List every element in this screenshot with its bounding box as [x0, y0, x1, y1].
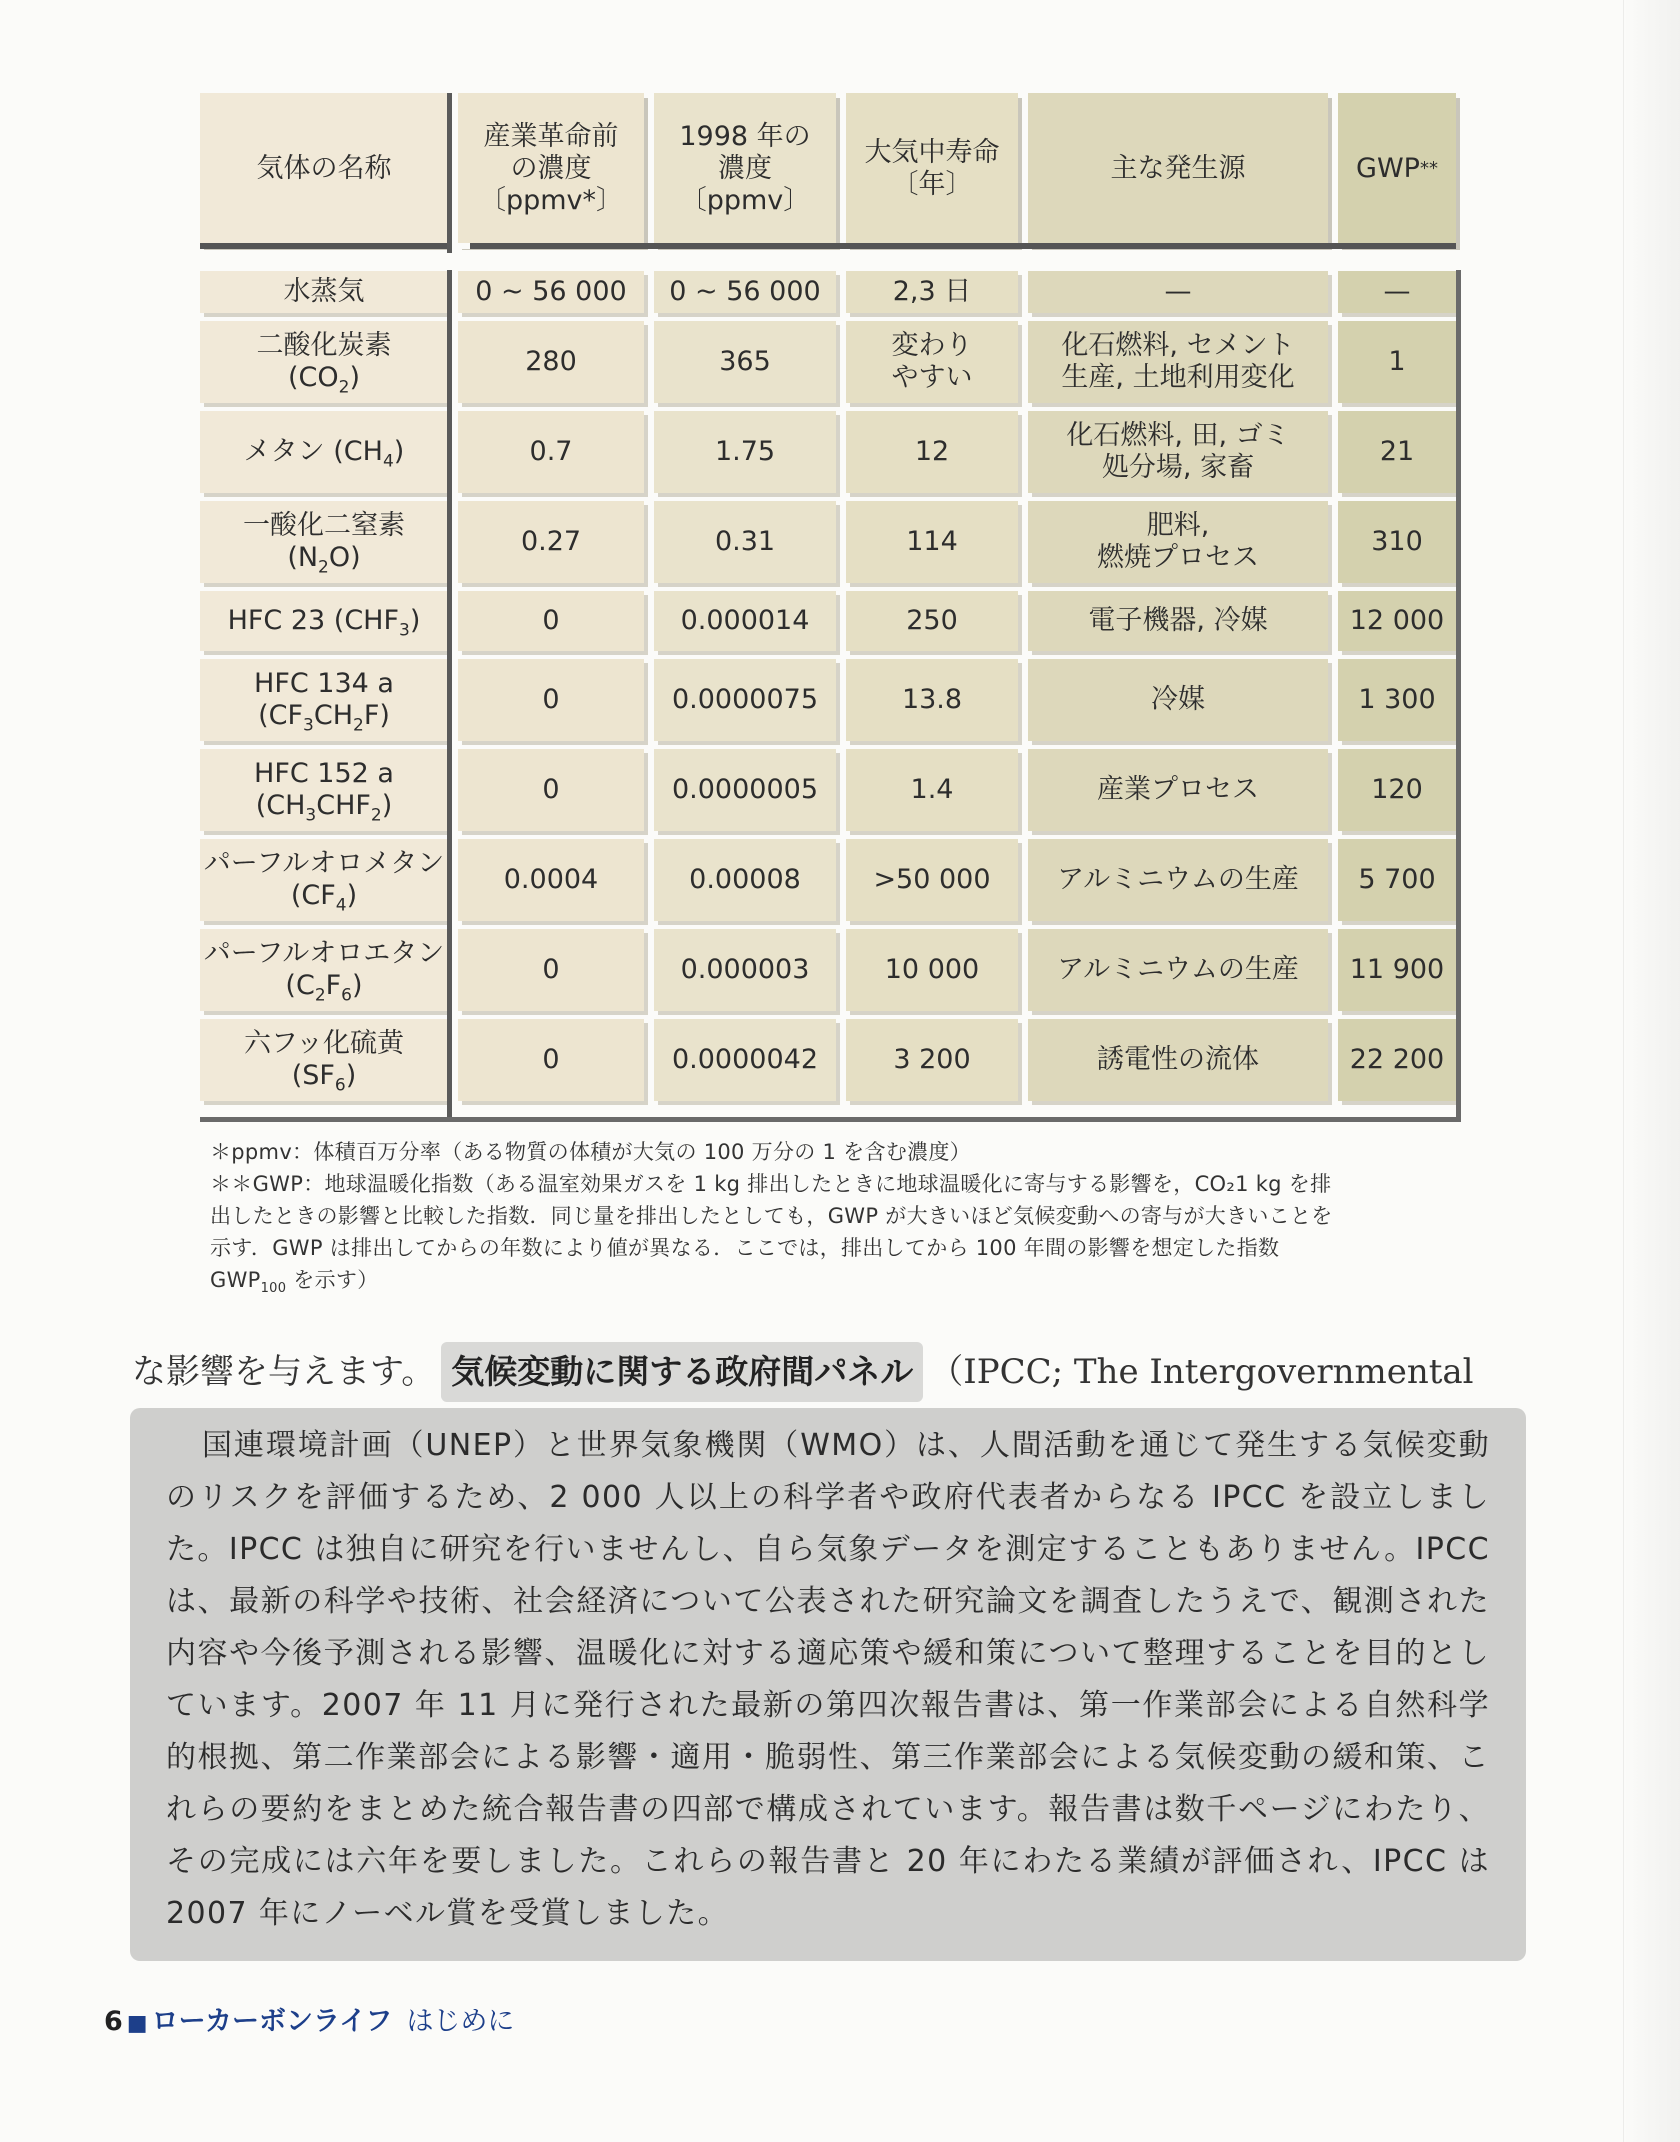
header-column-rule — [447, 93, 452, 253]
pre-industrial-cell: 0.0004 — [458, 839, 644, 921]
main-source-cell: アルミニウムの生産 — [1028, 929, 1328, 1011]
header-gwp: GWP ** — [1338, 93, 1456, 245]
pre-industrial-cell: 0 ~ 56 000 — [458, 271, 644, 313]
main-source-cell: 電子機器, 冷媒 — [1028, 591, 1328, 651]
main-source-cell: — — [1028, 271, 1328, 313]
gas-name-cell: 六フッ化硫黄 $(SF_6)$ — [200, 1019, 448, 1101]
lifetime-cell: >50 000 — [846, 839, 1018, 921]
concentration-1998-cell: 0.0000075 — [654, 659, 836, 741]
chapter-title: はじめに — [406, 2006, 515, 2037]
lifetime-cell: 12 — [846, 411, 1018, 493]
body-lead-line — [132, 1342, 1532, 1402]
pre-industrial-cell: 0 — [458, 929, 644, 1011]
concentration-1998-cell: 0.0000005 — [654, 749, 836, 831]
header-rule — [200, 243, 1456, 249]
gwp-cell: 310 — [1338, 501, 1456, 583]
header-pre-industrial: 産業革命前 の濃度 〔ppmv*〕 — [458, 93, 644, 245]
table-right-shadow — [1456, 270, 1461, 1122]
footnote-gwp-line-4: $GWP_{100}$ を示す） — [210, 1268, 379, 1297]
ipcc-info-box — [130, 1408, 1526, 1961]
lifetime-cell: 1.4 — [846, 749, 1018, 831]
header-1998-concentration: 1998 年の 濃度 〔ppmv〕 — [654, 93, 836, 245]
highlighted-term: 気候変動に関する政府間パネル — [441, 1342, 923, 1402]
header-gas-name: 気体の名称 — [200, 93, 448, 245]
gas-name-cell: メタン $(CH_4)$ — [200, 411, 448, 493]
page-number: 6 — [104, 2006, 123, 2037]
lead-text-after: （IPCC; The Intergovernmental — [929, 1352, 1474, 1392]
lifetime-cell: 10 000 — [846, 929, 1018, 1011]
header-main-source: 主な発生源 — [1028, 93, 1328, 245]
gwp-cell: 12 000 — [1338, 591, 1456, 651]
main-source-cell: 肥料, 燃焼プロセス — [1028, 501, 1328, 583]
pre-industrial-cell: 0.27 — [458, 501, 644, 583]
table-bottom-shadow — [200, 1117, 1461, 1122]
lifetime-cell: 2,3 日 — [846, 271, 1018, 313]
pre-industrial-cell: 0 — [458, 749, 644, 831]
concentration-1998-cell: 0.31 — [654, 501, 836, 583]
book-title: ローカーボンライフ — [151, 2006, 393, 2037]
pre-industrial-cell: 0 — [458, 591, 644, 651]
concentration-1998-cell: 0.0000042 — [654, 1019, 836, 1101]
footnote-gwp-line-3: 示す．GWP は排出してからの年数により値が異なる．ここでは，排出してから 100 年間の影響を想定した指数 — [210, 1236, 1280, 1260]
pre-industrial-cell: 0 — [458, 659, 644, 741]
concentration-1998-cell: 1.75 — [654, 411, 836, 493]
gwp-cell: 1 300 — [1338, 659, 1456, 741]
lead-text-before: な影響を与えます。 — [132, 1352, 436, 1392]
gas-name-cell: パーフルオロエタン $(C_2F_6)$ — [200, 929, 448, 1011]
square-icon: ■ — [126, 2011, 148, 2036]
gwp-cell: — — [1338, 271, 1456, 313]
footnote-ppmv: ＊ppmv：体積百万分率（ある物質の体積が大気の 100 万分の 1 を含む濃度） — [210, 1140, 971, 1164]
gas-name-cell: 一酸化二窒素 $(N_2O)$ — [200, 501, 448, 583]
gas-name-cell: 二酸化炭素 $(CO_2)$ — [200, 321, 448, 403]
lifetime-cell: 変わり やすい — [846, 321, 1018, 403]
gwp-cell: 11 900 — [1338, 929, 1456, 1011]
concentration-1998-cell: 0 ~ 56 000 — [654, 271, 836, 313]
page-footer — [104, 2005, 514, 2039]
lifetime-cell: 250 — [846, 591, 1018, 651]
concentration-1998-cell: 0.000014 — [654, 591, 836, 651]
main-source-cell: 化石燃料, セメント 生産, 土地利用変化 — [1028, 321, 1328, 403]
table-footnotes — [210, 1136, 1460, 1305]
gas-name-cell: HFC 152 a $(CH_3CHF_2)$ — [200, 749, 448, 831]
ipcc-paragraph: 国連環境計画（UNEP）と世界気象機関（WMO）は、人間活動を通じて発生する気候変動のリスクを評価するため、2 000 人以上の科学者や政府代表者からなる IPCC を設立しました。IPCC は独自に研究を行いませんし、自ら気象データを測定することもありません。IPCC は、最新の科学や技術、社会経済について公表された研究論文を調査したうえで、観測された内容や今後予測される影響、温暖化に対する適応策や緩和策について整理することを目的としています。2007 年 11 月に発行された最新の第四次報告書は、第一作業部会による自然科学的根拠、第二作業部会による影響・適用・脆弱性、第三作業部会による気候変動の緩和策、これらの要約をまとめた統合報告書の四部で構成されています。報告書は数千ページにわたり、その完成には六年を要しました。これらの報告書と 20 年にわたる業績が評価され、IPCC は 2007 年にノーベル賞を受賞しました。 — [166, 1428, 1490, 1931]
lifetime-cell: 13.8 — [846, 659, 1018, 741]
lifetime-cell: 114 — [846, 501, 1018, 583]
header-rule-gap — [450, 243, 470, 249]
footnote-gwp-line-2: 出したときの影響と比較した指数．同じ量を排出したとしても，GWP が大きいほど気候変動への寄与が大きいことを — [210, 1204, 1333, 1228]
gas-name-cell: パーフルオロメタン $(CF_4)$ — [200, 839, 448, 921]
main-source-cell: 化石燃料, 田, ゴミ 処分場, 家畜 — [1028, 411, 1328, 493]
pre-industrial-cell: 0.7 — [458, 411, 644, 493]
gwp-cell: 1 — [1338, 321, 1456, 403]
concentration-1998-cell: 0.000003 — [654, 929, 836, 1011]
main-source-cell: アルミニウムの生産 — [1028, 839, 1328, 921]
gwp-cell: 22 200 — [1338, 1019, 1456, 1101]
pre-industrial-cell: 0 — [458, 1019, 644, 1101]
header-lifetime: 大気中寿命 〔年〕 — [846, 93, 1018, 245]
column-rule — [447, 270, 452, 1120]
footnote-gwp-line-1: ＊＊GWP：地球温暖化指数（ある温室効果ガスを 1 kg 排出したときに地球温暖化に寄与する影響を，CO₂1 kg を排 — [210, 1172, 1332, 1196]
gas-name-cell: 水蒸気 — [200, 271, 448, 313]
main-source-cell: 誘電性の流体 — [1028, 1019, 1328, 1101]
concentration-1998-cell: 0.00008 — [654, 839, 836, 921]
gas-name-cell: HFC 23 $(CHF_3)$ — [200, 591, 448, 651]
pre-industrial-cell: 280 — [458, 321, 644, 403]
gwp-cell: 21 — [1338, 411, 1456, 493]
main-source-cell: 冷媒 — [1028, 659, 1328, 741]
gwp-cell: 120 — [1338, 749, 1456, 831]
page-edge — [1623, 0, 1680, 2142]
gwp-cell: 5 700 — [1338, 839, 1456, 921]
lifetime-cell: 3 200 — [846, 1019, 1018, 1101]
concentration-1998-cell: 365 — [654, 321, 836, 403]
gas-name-cell: HFC 134 a $(CF_3CH_2F)$ — [200, 659, 448, 741]
main-source-cell: 産業プロセス — [1028, 749, 1328, 831]
